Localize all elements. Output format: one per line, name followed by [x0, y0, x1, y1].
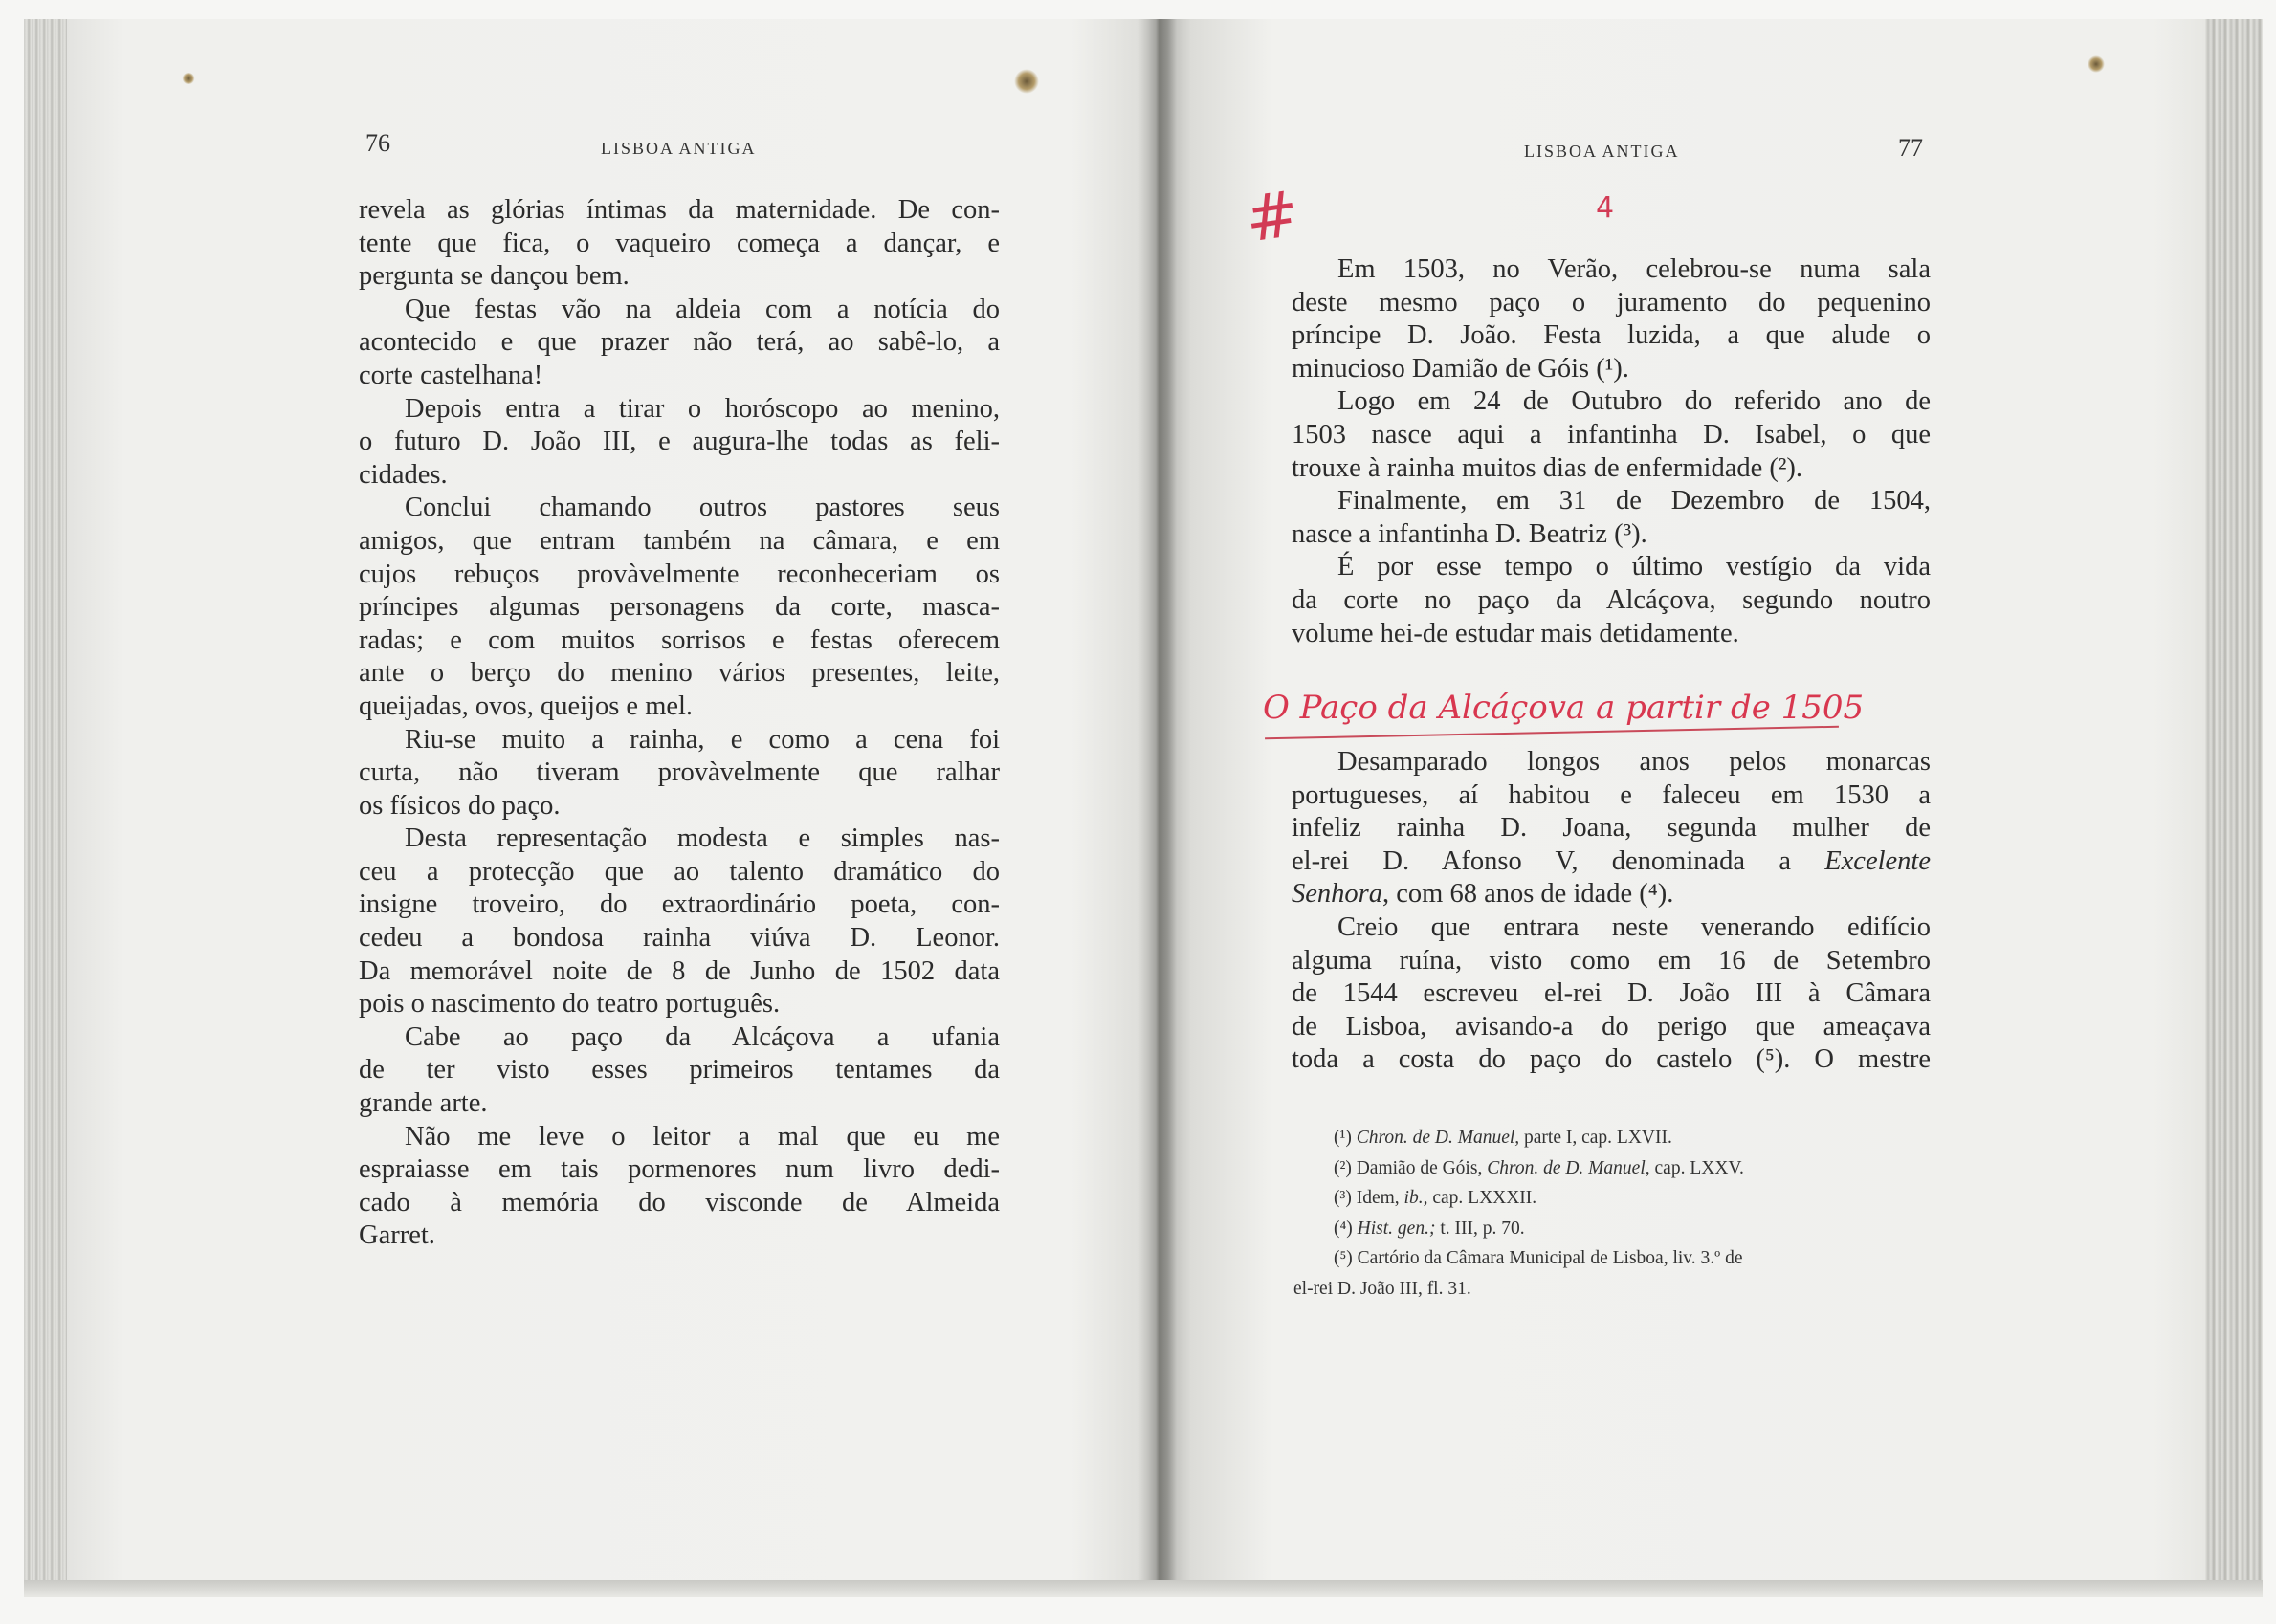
paragraph — [359, 724, 1000, 823]
text-line: el-rei D. Afonso V, denominada a Excelente — [1292, 845, 1931, 876]
text-line: Em 1503, no Verão, celebrou-se numa sala — [1337, 254, 1931, 284]
paragraph — [1292, 385, 1931, 485]
text-line: tente que fica, o vaqueiro começa a dançar, e — [359, 228, 1000, 258]
text-line: de 1544 escreveu el-rei D. João III à Câmara — [1292, 978, 1931, 1009]
text-line: Que festas vão na aldeia com a notícia do — [405, 294, 1000, 324]
text-line: Cabe ao paço da Alcáçova a ufania — [405, 1021, 1000, 1052]
paragraph — [1292, 746, 1931, 911]
text-line: cedeu a bondosa rainha viúva D. Leonor. — [359, 923, 1000, 954]
text-line: pergunta se dançou bem. — [359, 261, 630, 292]
left-page-edges — [24, 19, 72, 1588]
handwritten-small-mark: 4 — [1596, 191, 1615, 225]
text-line: de ter visto esses primeiros tentames da — [359, 1055, 1000, 1086]
text-line: corte castelhana! — [359, 360, 543, 390]
running-head-right: LISBOA ANTIGA — [1524, 142, 1680, 161]
text-line: príncipe D. João. Festa luzida, a que alude o — [1292, 320, 1931, 351]
text-line: portugueses, aí habitou e faleceu em 1530 a — [1292, 779, 1931, 810]
footnote-2: (²) Damião de Góis, Chron. de D. Manuel, cap. LXXV. — [1334, 1157, 1744, 1178]
text-line: Garret. — [359, 1220, 435, 1251]
paragraph — [359, 393, 1000, 493]
text-line: trouxe à rainha muitos dias de enfermidade (²). — [1292, 452, 1803, 483]
text-line: toda a costa do paço do castelo (⁵). O mestre — [1292, 1044, 1931, 1075]
text-line: de Lisboa, avisando-a do perigo que ameaçava — [1292, 1011, 1931, 1042]
text-line: volume hei-de estudar mais detidamente. — [1292, 618, 1739, 648]
paragraph — [1292, 911, 1931, 1077]
text-line: Da memorável noite de 8 de Junho de 1502 data — [359, 955, 1000, 986]
footnote-4: (⁴) Hist. gen.; t. III, p. 70. — [1334, 1218, 1525, 1239]
text-line: amigos, que entram também na câmara, e em — [359, 525, 1000, 556]
text-line: cidades. — [359, 459, 448, 490]
text-line: Desta representação modesta e simples nas- — [405, 823, 1000, 854]
text-line: o futuro D. João III, e augura-lhe todas as feli- — [359, 427, 1000, 457]
text-line: Depois entra a tirar o horóscopo ao menino, — [405, 393, 1000, 424]
text-line: cujos rebuços provàvelmente reconheceriam os — [359, 559, 1000, 589]
text-line: É por esse tempo o último vestígio da vida — [1337, 552, 1931, 582]
text-line: curta, não tiveram provàvelmente que ralhar — [359, 757, 1000, 788]
text-line: ante o berço do menino vários presentes, leite, — [359, 658, 1000, 689]
footnotes — [1293, 1123, 1896, 1304]
text-line: pois o nascimento do teatro português. — [359, 989, 781, 1020]
paragraph — [359, 823, 1000, 1021]
right-page-body-top — [1292, 253, 1931, 650]
text-line: radas; e com muitos sorrisos e festas oferecem — [359, 625, 1000, 655]
text-line: os físicos do paço. — [359, 790, 561, 821]
text-line: Não me leve o leitor a mal que eu me — [405, 1121, 1000, 1152]
paragraph — [359, 492, 1000, 723]
text-line: Desamparado longos anos pelos monarcas — [1337, 747, 1931, 777]
text-line: espraiasse em tais pormenores num livro dedi- — [359, 1154, 1000, 1185]
text-line: deste mesmo paço o juramento do pequenino — [1292, 287, 1931, 318]
footnote-5: (⁵) Cartório da Câmara Municipal de Lisboa, liv. 3.º de — [1334, 1248, 1743, 1268]
text-line: nasce a infantinha D. Beatriz (³). — [1292, 518, 1647, 549]
text-line: Creio que entrara neste venerando edifício — [1337, 911, 1931, 942]
handwritten-hash-mark: # — [1240, 176, 1304, 257]
text-line: Finalmente, em 31 de Dezembro de 1504, — [1337, 486, 1931, 516]
text-line: príncipes algumas personagens da corte, masca- — [359, 592, 1000, 623]
left-page-body — [359, 194, 1000, 1253]
paragraph — [1292, 485, 1931, 551]
book-gutter — [1138, 19, 1177, 1588]
text-line: 1503 nasce aqui a infantinha D. Isabel, o que — [1292, 419, 1931, 450]
footnote-3: (³) Idem, ib., cap. LXXXII. — [1334, 1188, 1537, 1208]
text-line: revela as glórias íntimas da maternidade. De con- — [359, 195, 1000, 225]
paragraph — [359, 1121, 1000, 1253]
binding-hole — [182, 73, 195, 84]
right-page-edges — [2205, 19, 2263, 1588]
binding-hole — [1014, 69, 1039, 94]
paragraph — [359, 294, 1000, 393]
bottom-page-edge — [24, 1580, 2263, 1597]
footnote-1: (¹) Chron. de D. Manuel, parte I, cap. LXVII. — [1334, 1128, 1672, 1148]
text-line: cado à memória do visconde de Almeida — [359, 1187, 1000, 1218]
handwritten-section-heading: O Paço da Alcáçova a partir de 1505 — [1263, 689, 1865, 727]
text-line: queijadas, ovos, queijos e mel. — [359, 691, 694, 721]
text-line: minucioso Damião de Góis (¹). — [1292, 353, 1629, 384]
text-line: acontecido e que prazer não terá, ao sabê-lo, a — [359, 327, 1000, 358]
paragraph — [359, 194, 1000, 294]
paragraph — [1292, 551, 1931, 650]
text-line: insigne troveiro, do extraordinário poeta, con- — [359, 889, 1000, 920]
text-line: grande arte. — [359, 1088, 488, 1119]
text-line: Riu-se muito a rainha, e como a cena foi — [405, 724, 1000, 755]
text-line: Senhora, com 68 anos de idade (⁴). — [1292, 879, 1674, 910]
paragraph — [359, 1021, 1000, 1121]
page-number-left: 76 — [365, 129, 390, 157]
page-number-right: 77 — [1898, 134, 1923, 162]
text-line: da corte no paço da Alcáçova, segundo noutro — [1292, 584, 1931, 615]
binding-hole — [2088, 55, 2105, 73]
text-line: Logo em 24 de Outubro do referido ano de — [1337, 386, 1931, 417]
text-line: infeliz rainha D. Joana, segunda mulher de — [1292, 813, 1931, 844]
text-line: alguma ruína, visto como em 16 de Setembro — [1292, 945, 1931, 976]
paragraph — [1292, 253, 1931, 385]
footnote-5-continuation: el-rei D. João III, fl. 31. — [1293, 1278, 1471, 1299]
right-page-body-bottom — [1292, 746, 1931, 1077]
text-line: Conclui chamando outros pastores seus — [405, 493, 1000, 523]
text-line: ceu a protecção que ao talento dramático do — [359, 856, 1000, 887]
running-head-left: LISBOA ANTIGA — [601, 139, 757, 158]
